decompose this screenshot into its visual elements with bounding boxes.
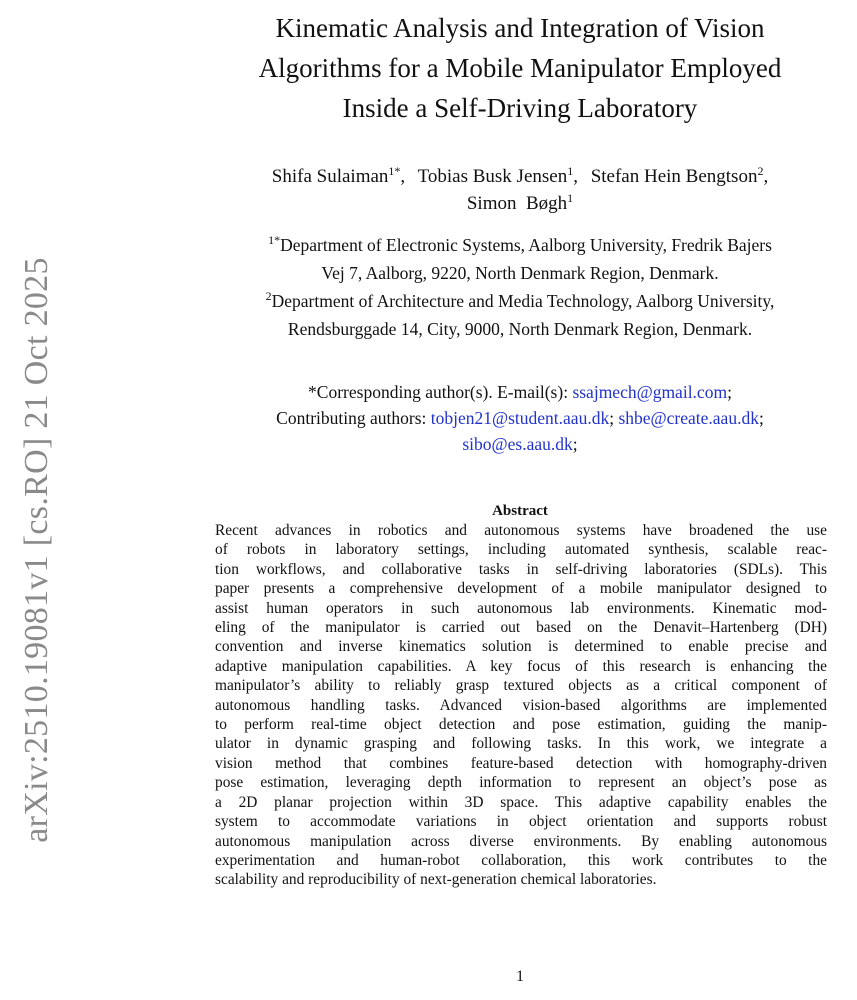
corresponding-label: *Corresponding author(s). E-mail(s):	[308, 382, 573, 402]
title-line: Kinematic Analysis and Integration of Vision	[275, 13, 765, 43]
abstract-line: of robots in laboratory settings, including automated synthesis, scalable reac-	[215, 541, 827, 559]
author-mark: 1*	[388, 164, 401, 178]
paper-title	[195, 8, 845, 128]
correspondence-block: *Corresponding author(s). E-mail(s): ssajmech@gmail.com; Contributing authors: tobjen21@student.aau.dk; shbe@create.aau.dk; sibo@es.aau.dk;	[276, 382, 764, 454]
abstract-line: adaptive manipulation capabilities. A key focus of this research is enhancing the	[215, 657, 827, 675]
author-mark: 1	[567, 164, 574, 178]
affiliation-2-line-2: Rendsburggade 14, City, 9000, North Denmark Region, Denmark.	[287, 319, 753, 339]
abstract-line: to perform real-time object detection and pose estimation, guiding the manip-	[215, 716, 827, 734]
abstract-line: a 2D planar projection within 3D space. This adaptive capability enables the	[215, 793, 827, 811]
contributing-email-link[interactable]: sibo@es.aau.dk	[462, 434, 573, 454]
title-line: Inside a Self-Driving Laboratory	[342, 93, 698, 123]
paper-first-page	[195, 0, 845, 1000]
affiliation-1-line-1	[195, 231, 845, 259]
corresponding-email-link[interactable]: ssajmech@gmail.com	[572, 382, 728, 402]
abstract-body	[215, 521, 827, 890]
contributing-email-link[interactable]: tobjen21@student.aau.dk	[430, 408, 610, 428]
abstract-heading: Abstract	[492, 503, 548, 519]
contributing-label: Contributing authors:	[276, 408, 431, 428]
affiliation-2-line-1	[195, 287, 845, 315]
affiliation-text: Department of Electronic Systems, Aalborg University, Fredrik Bajers	[280, 235, 772, 255]
arxiv-identifier-text: arXiv:2510.19081v1 [cs.RO] 21 Oct 2025	[18, 257, 55, 843]
abstract-line: assist human operators in such autonomous lab environments. Kinematic mod-	[215, 599, 827, 617]
page-number: 1	[516, 968, 524, 985]
author-mark: 2	[757, 164, 764, 178]
abstract-line: autonomous manipulation across diverse environments. By enabling autonomous	[215, 832, 827, 850]
abstract-line: pose estimation, leveraging depth information to represent an object’s pose as	[215, 774, 827, 792]
author-list: Shifa Sulaiman$^{1*}$, Tobias Busk Jensen$^1$, Stefan Hein Bengtson$^2$, Simon Bøgh$^1$	[271, 164, 769, 214]
abstract-line: vision method that combines feature-based detection with homography-driven	[215, 754, 827, 772]
author-name: Tobias Busk Jensen	[417, 166, 568, 187]
affiliation-list	[195, 231, 845, 343]
author-name: Simon Bøgh	[466, 193, 568, 214]
abstract-line: ulator in dynamic grasping and following tasks. In this work, we integrate a	[215, 735, 827, 753]
affiliation-mark: 1*	[268, 233, 281, 247]
contributing-email-link[interactable]: shbe@create.aau.dk	[618, 408, 759, 428]
author-name: Stefan Hein Bengtson	[590, 166, 758, 187]
abstract-line: paper presents a comprehensive development of a mobile manipulator designed to	[215, 580, 827, 598]
title-line: Algorithms for a Mobile Manipulator Employed	[258, 53, 782, 83]
abstract-line: eling of the manipulator is carried out based on the Denavit–Hartenberg (DH)	[215, 619, 827, 637]
abstract-line: Recent advances in robotics and autonomous systems have broadened the use	[215, 522, 827, 539]
affiliation-text: Department of Architecture and Media Technology, Aalborg University,	[271, 291, 775, 311]
abstract-line: experimentation and human-robot collaboration, this work contributes to the	[215, 851, 827, 869]
abstract-line: system to accommodate variations in object orientation and supports robust	[215, 813, 827, 831]
abstract-line: autonomous handling tasks. Advanced vision-based algorithms are implemented	[215, 696, 827, 714]
affiliation-1-line-2: Vej 7, Aalborg, 9220, North Denmark Region, Denmark.	[321, 263, 719, 283]
author-mark: 1	[567, 191, 574, 205]
affiliation-mark: 2	[265, 289, 272, 303]
abstract-line: scalability and reproducibility of next-generation chemical laboratories.	[215, 871, 657, 889]
abstract-line: manipulator’s ability to reliably grasp textured objects as a critical component of	[215, 677, 827, 695]
author-name: Shifa Sulaiman	[271, 166, 389, 187]
arxiv-identifier-stamp	[14, 220, 60, 880]
abstract-line: tion workflows, and collaborative tasks in self-driving laboratories (SDLs). This	[215, 560, 827, 578]
abstract-line: convention and inverse kinematics solution is determined to enable precise and	[215, 638, 827, 656]
